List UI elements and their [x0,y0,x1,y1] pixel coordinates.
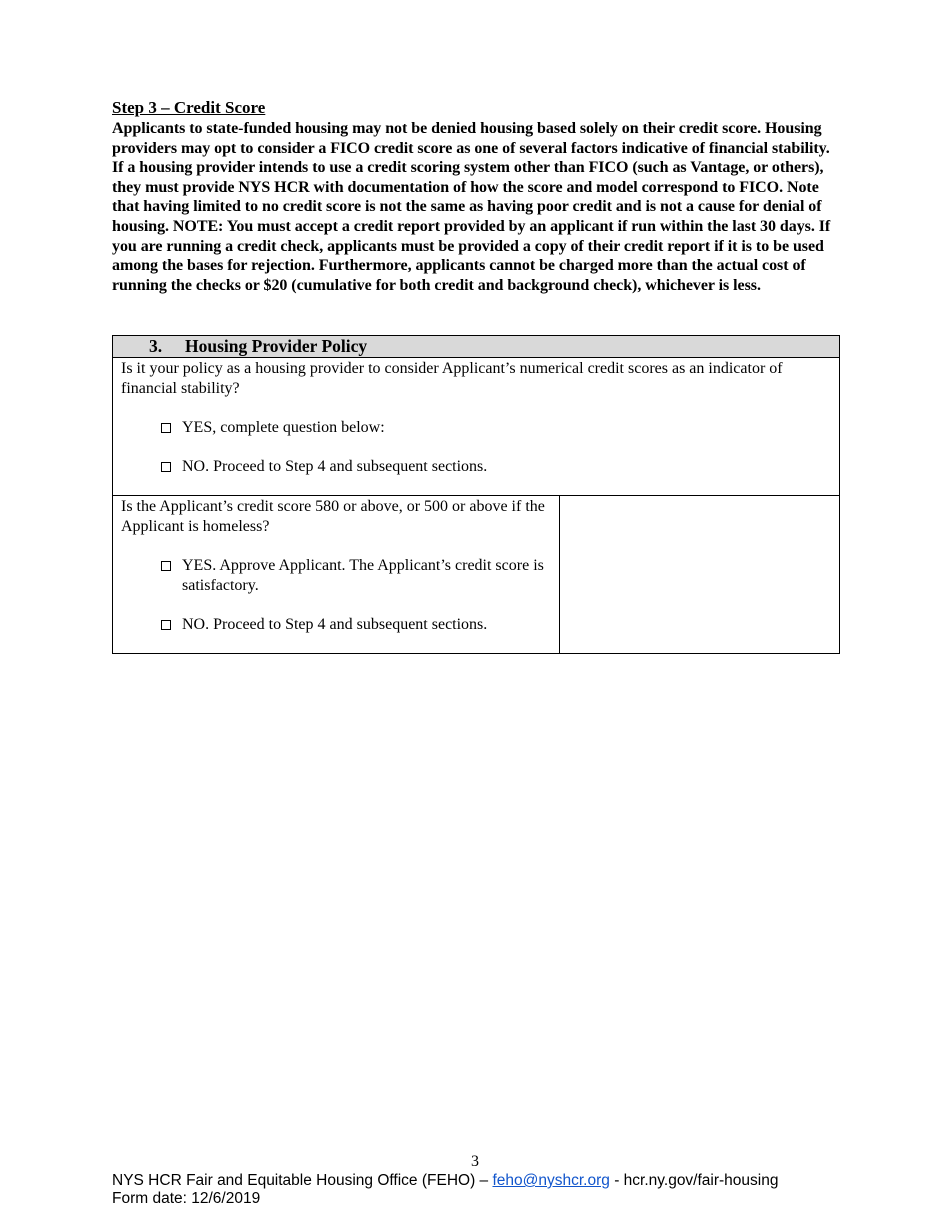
question2-notes-cell[interactable] [560,496,840,654]
question2-yes-label: YES. Approve Applicant. The Applicant’s credit score is satisfactory. [182,557,544,594]
question1-no-option[interactable] [161,457,833,477]
question2-no-option[interactable] [161,615,553,635]
section-header [113,336,840,358]
step-heading: Step 3 – Credit Score [112,98,266,117]
footer-form-date: Form date: 12/6/2019 [112,1190,261,1207]
question1-yes-label: YES, complete question below: [182,419,385,436]
page-footer [112,1172,778,1208]
footer-email-link[interactable]: feho@nyshcr.org [492,1172,610,1189]
question1-no-label: NO. Proceed to Step 4 and subsequent sections. [182,458,488,475]
checkbox-icon[interactable] [161,561,171,571]
instructions-paragraph: Applicants to state-funded housing may not be denied housing based solely on their credit score. Housing providers may opt to consider a FICO credit score as one of several factors indicative of financial stability. If a housing provider intends to use a credit scoring system other than FICO (such as Vantage, or others), they must provide NYS HCR with documentation of how the score and model correspond to FICO. Note that having limited to no credit score is not the same as having poor credit and is not a cause for denial of housing. NOTE: You must accept a credit report provided by an applicant if run within the last 30 days. If you are running a credit check, applicants must be provided a copy of their credit report if it is to be used among the bases for rejection. Furthermore, applicants cannot be charged more than the actual cost of running the checks or $20 (cumulative for both credit and background check), whichever is less. [112,120,831,294]
checkbox-icon[interactable] [161,462,171,472]
checkbox-icon[interactable] [161,423,171,433]
question2-cell [113,496,560,654]
question1-yes-option[interactable] [161,418,833,438]
section-title: Housing Provider Policy [185,336,368,356]
question1-text: Is it your policy as a housing provider to consider Applicant’s numerical credit scores as an indicator of financial stability? [121,360,783,397]
question2-yes-option[interactable] [161,556,553,596]
footer-url: - hcr.ny.gov/fair-housing [614,1172,779,1189]
checkbox-icon[interactable] [161,620,171,630]
question1-cell [113,358,840,496]
footer-office: NYS HCR Fair and Equitable Housing Office (FEHO) – [112,1172,489,1189]
question2-no-label: NO. Proceed to Step 4 and subsequent sections. [182,616,488,633]
credit-score-instructions [112,119,838,295]
footer-line1 [112,1172,778,1190]
housing-provider-policy-table [112,335,840,654]
question2-text: Is the Applicant’s credit score 580 or above, or 500 or above if the Applicant is homeless? [121,498,545,535]
section-number: 3. [149,336,163,356]
page-number: 3 [471,1153,479,1170]
